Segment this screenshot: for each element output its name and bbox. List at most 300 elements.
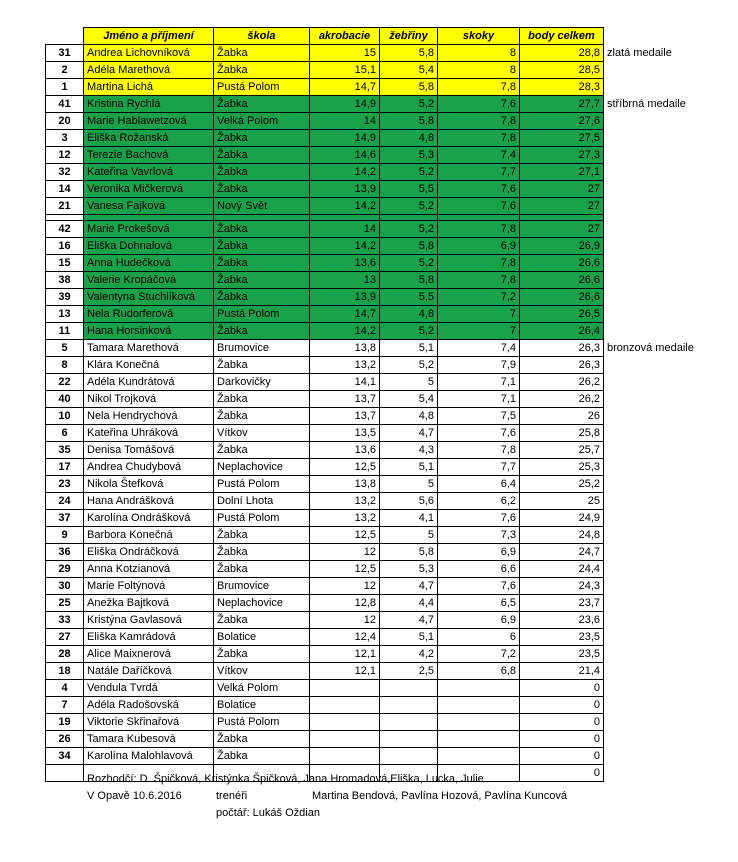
score-skoky [438, 714, 520, 731]
score-total: 27,6 [520, 113, 604, 130]
score-zebriny: 5,1 [380, 629, 438, 646]
score-zebriny: 5,8 [380, 79, 438, 96]
score-akrobacie: 14 [310, 221, 380, 238]
score-zebriny: 4,7 [380, 425, 438, 442]
score-total: 26,3 [520, 340, 604, 357]
school-name: Žabka [214, 391, 310, 408]
score-skoky: 6,5 [438, 595, 520, 612]
medal-note [604, 578, 704, 595]
medal-note: zlatá medaile [604, 45, 704, 62]
table-row [46, 391, 704, 408]
table-row [46, 340, 704, 357]
medal-note [604, 323, 704, 340]
score-zebriny: 5 [380, 374, 438, 391]
score-total: 28,8 [520, 45, 604, 62]
start-number: 10 [46, 408, 84, 425]
table-row [46, 62, 704, 79]
score-total: 0 [520, 731, 604, 748]
results-body [46, 45, 704, 782]
score-skoky: 7,4 [438, 147, 520, 164]
table-row [46, 198, 704, 215]
score-total: 27,1 [520, 164, 604, 181]
score-total: 23,7 [520, 595, 604, 612]
start-number: 27 [46, 629, 84, 646]
school-name: Žabka [214, 62, 310, 79]
school-name: Žabka [214, 221, 310, 238]
score-total: 25,8 [520, 425, 604, 442]
score-skoky: 6 [438, 629, 520, 646]
score-akrobacie: 14 [310, 113, 380, 130]
medal-note [604, 164, 704, 181]
score-skoky: 8 [438, 62, 520, 79]
competitor-name: Valerie Kropáčová [84, 272, 214, 289]
table-row [46, 731, 704, 748]
start-number: 24 [46, 493, 84, 510]
table-row [46, 561, 704, 578]
score-skoky: 7,6 [438, 510, 520, 527]
score-akrobacie: 13,6 [310, 442, 380, 459]
medal-note: bronzová medaile [604, 340, 704, 357]
score-akrobacie: 12 [310, 578, 380, 595]
score-skoky: 7 [438, 306, 520, 323]
header-name: Jméno a příjmení [84, 28, 214, 45]
school-name: Pustá Polom [214, 306, 310, 323]
score-zebriny [380, 697, 438, 714]
competitor-name: Eliška Ondráčková [84, 544, 214, 561]
competitor-name: Kateřina Uhráková [84, 425, 214, 442]
school-name: Žabka [214, 748, 310, 765]
score-zebriny: 5,2 [380, 96, 438, 113]
school-name: Žabka [214, 96, 310, 113]
score-zebriny [380, 680, 438, 697]
competitor-name: Nikol Trojková [84, 391, 214, 408]
school-name: Žabka [214, 357, 310, 374]
competitor-name: Klára Konečná [84, 357, 214, 374]
score-total: 0 [520, 697, 604, 714]
score-skoky: 7,1 [438, 374, 520, 391]
score-akrobacie: 15,1 [310, 62, 380, 79]
competitor-name: Eliška Kamrádová [84, 629, 214, 646]
score-akrobacie: 12,4 [310, 629, 380, 646]
score-akrobacie: 12 [310, 544, 380, 561]
score-akrobacie [310, 748, 380, 765]
table-row [46, 629, 704, 646]
score-zebriny: 5,3 [380, 561, 438, 578]
score-total: 26,6 [520, 255, 604, 272]
score-skoky: 7,2 [438, 289, 520, 306]
medal-note [604, 612, 704, 629]
score-akrobacie: 14,9 [310, 130, 380, 147]
score-total: 26 [520, 408, 604, 425]
table-row [46, 113, 704, 130]
table-row [46, 425, 704, 442]
score-zebriny: 5,8 [380, 113, 438, 130]
medal-note [604, 130, 704, 147]
school-name: Žabka [214, 289, 310, 306]
score-zebriny: 4,3 [380, 442, 438, 459]
score-skoky: 6,2 [438, 493, 520, 510]
school-name: Pustá Polom [214, 476, 310, 493]
medal-note [604, 544, 704, 561]
score-zebriny [380, 731, 438, 748]
score-total: 25,2 [520, 476, 604, 493]
medal-note [604, 510, 704, 527]
score-zebriny: 2,5 [380, 663, 438, 680]
medal-note [604, 493, 704, 510]
score-akrobacie: 14,6 [310, 147, 380, 164]
start-number: 18 [46, 663, 84, 680]
start-number: 12 [46, 147, 84, 164]
competitor-name: Kristina Rychlá [84, 96, 214, 113]
medal-note [604, 680, 704, 697]
table-row [46, 181, 704, 198]
start-number: 14 [46, 181, 84, 198]
start-number: 40 [46, 391, 84, 408]
score-total: 26,6 [520, 289, 604, 306]
score-zebriny: 5,2 [380, 164, 438, 181]
start-number: 33 [46, 612, 84, 629]
medal-note [604, 289, 704, 306]
score-akrobacie: 14,2 [310, 323, 380, 340]
competitor-name: Denisa Tomášová [84, 442, 214, 459]
medal-note: stříbrná medaile [604, 96, 704, 113]
header-zebriny: žebřiny [380, 28, 438, 45]
score-total: 24,3 [520, 578, 604, 595]
school-name: Žabka [214, 527, 310, 544]
score-skoky: 6,4 [438, 476, 520, 493]
table-row [46, 45, 704, 62]
start-number: 19 [46, 714, 84, 731]
score-akrobacie: 12 [310, 612, 380, 629]
start-number: 15 [46, 255, 84, 272]
school-name: Velká Polom [214, 680, 310, 697]
medal-note [604, 374, 704, 391]
school-name: Neplachovice [214, 459, 310, 476]
table-row [46, 238, 704, 255]
header-celkem: body celkem [520, 28, 604, 45]
school-name: Brumovice [214, 578, 310, 595]
table-row [46, 595, 704, 612]
score-skoky: 7,2 [438, 646, 520, 663]
table-row [46, 493, 704, 510]
score-akrobacie: 12,1 [310, 646, 380, 663]
school-name: Vítkov [214, 425, 310, 442]
start-number: 31 [46, 45, 84, 62]
school-name: Vítkov [214, 663, 310, 680]
score-total: 23,5 [520, 629, 604, 646]
score-skoky: 7,9 [438, 357, 520, 374]
score-zebriny: 5,2 [380, 323, 438, 340]
score-akrobacie: 14,2 [310, 198, 380, 215]
start-number: 17 [46, 459, 84, 476]
score-total: 24,8 [520, 527, 604, 544]
score-total: 26,5 [520, 306, 604, 323]
score-akrobacie: 13,9 [310, 181, 380, 198]
score-skoky: 7,6 [438, 578, 520, 595]
competitor-name: Nela Rudorferová [84, 306, 214, 323]
score-zebriny: 4,1 [380, 510, 438, 527]
start-number: 37 [46, 510, 84, 527]
score-akrobacie [310, 697, 380, 714]
score-zebriny: 5 [380, 527, 438, 544]
score-skoky [438, 680, 520, 697]
medal-note [604, 459, 704, 476]
medal-note [604, 113, 704, 130]
medal-note [604, 697, 704, 714]
score-total: 27 [520, 198, 604, 215]
score-skoky: 6,6 [438, 561, 520, 578]
place-date: V Opavě 10.6.2016 [87, 790, 182, 802]
competitor-name: Anna Hudečková [84, 255, 214, 272]
table-row [46, 578, 704, 595]
header-akrobacie: akrobacie [310, 28, 380, 45]
competitor-name: Karolína Malohlavová [84, 748, 214, 765]
table-row [46, 748, 704, 765]
school-name: Darkovičky [214, 374, 310, 391]
table-row [46, 357, 704, 374]
school-name: Pustá Polom [214, 79, 310, 96]
competitor-name: Alice Maixnerová [84, 646, 214, 663]
score-total: 27 [520, 181, 604, 198]
score-akrobacie: 13,5 [310, 425, 380, 442]
score-zebriny: 5 [380, 476, 438, 493]
school-name: Žabka [214, 323, 310, 340]
school-name: Nový Svět [214, 198, 310, 215]
score-zebriny: 5,2 [380, 255, 438, 272]
medal-note [604, 306, 704, 323]
table-row [46, 510, 704, 527]
score-akrobacie: 15 [310, 45, 380, 62]
competitor-name: Viktorie Skřinařová [84, 714, 214, 731]
score-akrobacie: 14,9 [310, 96, 380, 113]
score-akrobacie: 13,6 [310, 255, 380, 272]
score-akrobacie: 12,8 [310, 595, 380, 612]
score-zebriny [380, 748, 438, 765]
score-akrobacie: 14,2 [310, 238, 380, 255]
competitor-name: Marie Prokešová [84, 221, 214, 238]
medal-note [604, 357, 704, 374]
start-number: 23 [46, 476, 84, 493]
school-name: Bolatice [214, 697, 310, 714]
score-total: 26,4 [520, 323, 604, 340]
competitor-name: Hana Andrášková [84, 493, 214, 510]
start-number: 21 [46, 198, 84, 215]
score-skoky: 7,6 [438, 198, 520, 215]
score-akrobacie: 12,1 [310, 663, 380, 680]
start-number: 35 [46, 442, 84, 459]
school-name: Žabka [214, 238, 310, 255]
score-skoky: 7,8 [438, 79, 520, 96]
score-total: 23,5 [520, 646, 604, 663]
table-row [46, 96, 704, 113]
competitor-name: Nela Hendrychová [84, 408, 214, 425]
medal-note [604, 629, 704, 646]
score-skoky: 8 [438, 45, 520, 62]
start-number: 36 [46, 544, 84, 561]
score-zebriny: 5,8 [380, 238, 438, 255]
table-row [46, 147, 704, 164]
medal-note [604, 272, 704, 289]
competitor-name: Marie Hablawetzová [84, 113, 214, 130]
score-total: 28,5 [520, 62, 604, 79]
competitor-name: Kristýna Gavlasová [84, 612, 214, 629]
score-zebriny: 5,4 [380, 391, 438, 408]
competitor-name: Kateřina Vavrlová [84, 164, 214, 181]
school-name: Brumovice [214, 340, 310, 357]
competitor-name: Adéla Kundrátová [84, 374, 214, 391]
competitor-name: Barbora Konečná [84, 527, 214, 544]
score-zebriny: 4,7 [380, 612, 438, 629]
table-row [46, 697, 704, 714]
medal-note [604, 62, 704, 79]
score-total: 26,9 [520, 238, 604, 255]
table-row [46, 476, 704, 493]
score-total: 27,7 [520, 96, 604, 113]
score-akrobacie: 13,9 [310, 289, 380, 306]
start-number: 2 [46, 62, 84, 79]
score-akrobacie: 14,7 [310, 306, 380, 323]
score-zebriny: 5,1 [380, 459, 438, 476]
start-number: 26 [46, 731, 84, 748]
start-number: 9 [46, 527, 84, 544]
school-name: Žabka [214, 164, 310, 181]
score-total: 27,5 [520, 130, 604, 147]
score-total: 27,3 [520, 147, 604, 164]
table-row [46, 714, 704, 731]
score-akrobacie [310, 731, 380, 748]
school-name: Žabka [214, 544, 310, 561]
score-skoky [438, 748, 520, 765]
medal-note [604, 476, 704, 493]
medal-note [604, 79, 704, 96]
school-name: Žabka [214, 147, 310, 164]
score-total: 0 [520, 765, 604, 782]
table-row [46, 221, 704, 238]
medal-note [604, 731, 704, 748]
table-row [46, 164, 704, 181]
score-akrobacie [310, 680, 380, 697]
competitor-name: Eliška Dohnalová [84, 238, 214, 255]
competitor-name: Adéla Marethová [84, 62, 214, 79]
competitor-name: Adéla Radošovská [84, 697, 214, 714]
score-skoky [438, 731, 520, 748]
medal-note [604, 714, 704, 731]
score-akrobacie: 13,7 [310, 391, 380, 408]
score-total: 26,2 [520, 391, 604, 408]
medal-note [604, 391, 704, 408]
header-note-blank [604, 28, 704, 45]
score-skoky: 7,8 [438, 442, 520, 459]
score-skoky: 6,8 [438, 663, 520, 680]
competitor-name: Veronika Mičkerová [84, 181, 214, 198]
score-total: 25 [520, 493, 604, 510]
table-row [46, 544, 704, 561]
score-total: 27 [520, 221, 604, 238]
results-table [45, 27, 704, 782]
counter-line: počtář: Lukáš Oždian [216, 807, 320, 819]
score-zebriny: 4,2 [380, 646, 438, 663]
school-name: Žabka [214, 561, 310, 578]
header-blank [46, 28, 84, 45]
score-zebriny: 5,4 [380, 62, 438, 79]
start-number [46, 765, 84, 782]
school-name: Dolní Lhota [214, 493, 310, 510]
medal-note [604, 221, 704, 238]
coaches-names: Martina Bendová, Pavlína Hozová, Pavlína Kuncová [312, 790, 567, 802]
competitor-name: Terezie Bachová [84, 147, 214, 164]
competitor-name: Marie Foltýnová [84, 578, 214, 595]
score-skoky: 7 [438, 323, 520, 340]
score-zebriny: 4,8 [380, 306, 438, 323]
score-total: 28,3 [520, 79, 604, 96]
school-name: Žabka [214, 130, 310, 147]
medal-note [604, 147, 704, 164]
competitor-name: Eliška Rožanská [84, 130, 214, 147]
school-name: Žabka [214, 646, 310, 663]
table-row [46, 442, 704, 459]
start-number: 11 [46, 323, 84, 340]
medal-note [604, 425, 704, 442]
header-row [46, 28, 704, 45]
school-name: Neplachovice [214, 595, 310, 612]
score-skoky [438, 697, 520, 714]
score-akrobacie: 14,7 [310, 79, 380, 96]
school-name: Pustá Polom [214, 510, 310, 527]
score-zebriny: 4,7 [380, 578, 438, 595]
school-name: Žabka [214, 731, 310, 748]
table-row [46, 408, 704, 425]
start-number: 16 [46, 238, 84, 255]
competitor-name: Martina Lichá [84, 79, 214, 96]
competitor-name: Natále Daříčková [84, 663, 214, 680]
score-skoky: 7,6 [438, 425, 520, 442]
score-skoky: 7,8 [438, 130, 520, 147]
start-number: 39 [46, 289, 84, 306]
score-akrobacie: 13,8 [310, 340, 380, 357]
score-total: 0 [520, 748, 604, 765]
score-akrobacie: 13,2 [310, 493, 380, 510]
medal-note [604, 255, 704, 272]
medal-note [604, 646, 704, 663]
table-row [46, 612, 704, 629]
medal-note [604, 663, 704, 680]
score-zebriny: 4,8 [380, 408, 438, 425]
score-zebriny: 5,8 [380, 272, 438, 289]
judges-line: Rozhodčí: D. Špičková, Kristýnka Špičková, Jana Hromadová,Eliška, Lucka, Julie [87, 773, 484, 785]
competitor-name: Nikola Štefková [84, 476, 214, 493]
header-skoky: skoky [438, 28, 520, 45]
score-skoky: 7,6 [438, 96, 520, 113]
competitor-name: Vanesa Fajková [84, 198, 214, 215]
score-akrobacie: 13,7 [310, 408, 380, 425]
school-name: Žabka [214, 45, 310, 62]
start-number: 20 [46, 113, 84, 130]
start-number: 42 [46, 221, 84, 238]
medal-note [604, 442, 704, 459]
score-skoky: 7,1 [438, 391, 520, 408]
start-number: 22 [46, 374, 84, 391]
score-total: 0 [520, 680, 604, 697]
competitor-name: Karolína Ondrášková [84, 510, 214, 527]
score-total: 25,3 [520, 459, 604, 476]
start-number: 4 [46, 680, 84, 697]
score-total: 26,3 [520, 357, 604, 374]
score-zebriny: 5,5 [380, 289, 438, 306]
table-row [46, 323, 704, 340]
medal-note [604, 561, 704, 578]
score-akrobacie: 13,2 [310, 510, 380, 527]
score-skoky: 7,4 [438, 340, 520, 357]
